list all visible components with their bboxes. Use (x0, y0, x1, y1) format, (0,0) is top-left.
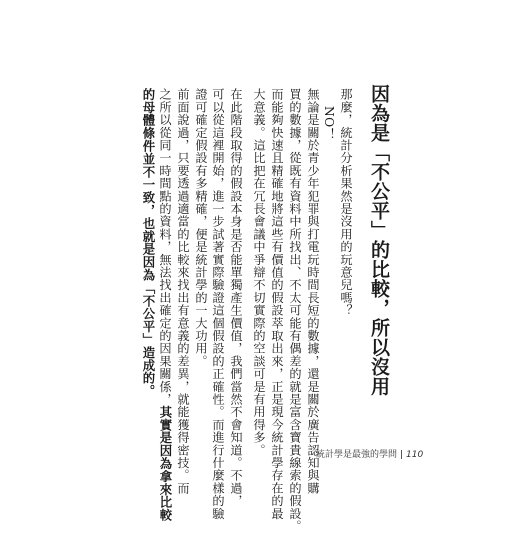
emphasis-text: 的母體條件並不一致，也就是因為「不公平」造成的。 (141, 88, 156, 398)
text-column (158, 88, 172, 522)
body-text-segment: 證可確定假設有多精確，便是統計學的一大功用。 (194, 88, 208, 368)
body-text-segment: 前面說過，只要透過適當的比較來找出有意義的差異，就能獲得密技。而 (176, 88, 190, 495)
body-text-segment: NO！ (322, 106, 336, 141)
body-text-segment: 之所以從同一時間點的資料，無法找出確定的因果關係， (158, 88, 172, 406)
body-text-segment: 那麼，統計分析果然是沒用的玩意兒嗎？ (339, 88, 353, 317)
body-text-segment: 可以從這裡開始，進一步試著實際驗證這個假設的正確性。而進行什麼樣的驗 (211, 88, 225, 520)
text-column (141, 88, 155, 398)
running-title: 統計學是最強的學問 (316, 450, 398, 460)
text-column (306, 88, 320, 494)
text-column (270, 88, 284, 520)
emphasis-text: 其實是因為拿來比較 (158, 405, 173, 522)
body-text-segment: 在此階段取得的假設本身是否能單獨產生價值，我們當然不會知道。不過， (229, 88, 243, 508)
page-footer (316, 447, 423, 460)
section-heading: 因為是「不公平」的比較，所以沒用 (368, 84, 390, 396)
text-column (339, 88, 353, 317)
body-text-segment: 而能夠快速且精確地將這些有價值的假設萃取出來，正是現今統計學存在的最 (270, 88, 284, 520)
body-text-segment: 無論是關於青少年犯罪與打電玩時間長短的數據，還是關於廣告認知與購 (306, 88, 320, 495)
text-column (176, 88, 190, 494)
body-text-segment: 大意義。這比把在冗長會議中爭辯不切實際的空談可是有用得多。 (252, 88, 266, 457)
text-column (229, 88, 243, 507)
text-column (252, 88, 266, 456)
footer-divider (401, 450, 402, 459)
text-column (194, 88, 208, 367)
body-text-segment: 買的數據，從既有資料中所找出、不太可能有偶差的就是富含寶貴線索的假設。 (288, 88, 302, 533)
text-column (322, 106, 336, 140)
text-column (211, 88, 225, 520)
text-column (288, 88, 302, 533)
page-number: 110 (406, 450, 424, 460)
